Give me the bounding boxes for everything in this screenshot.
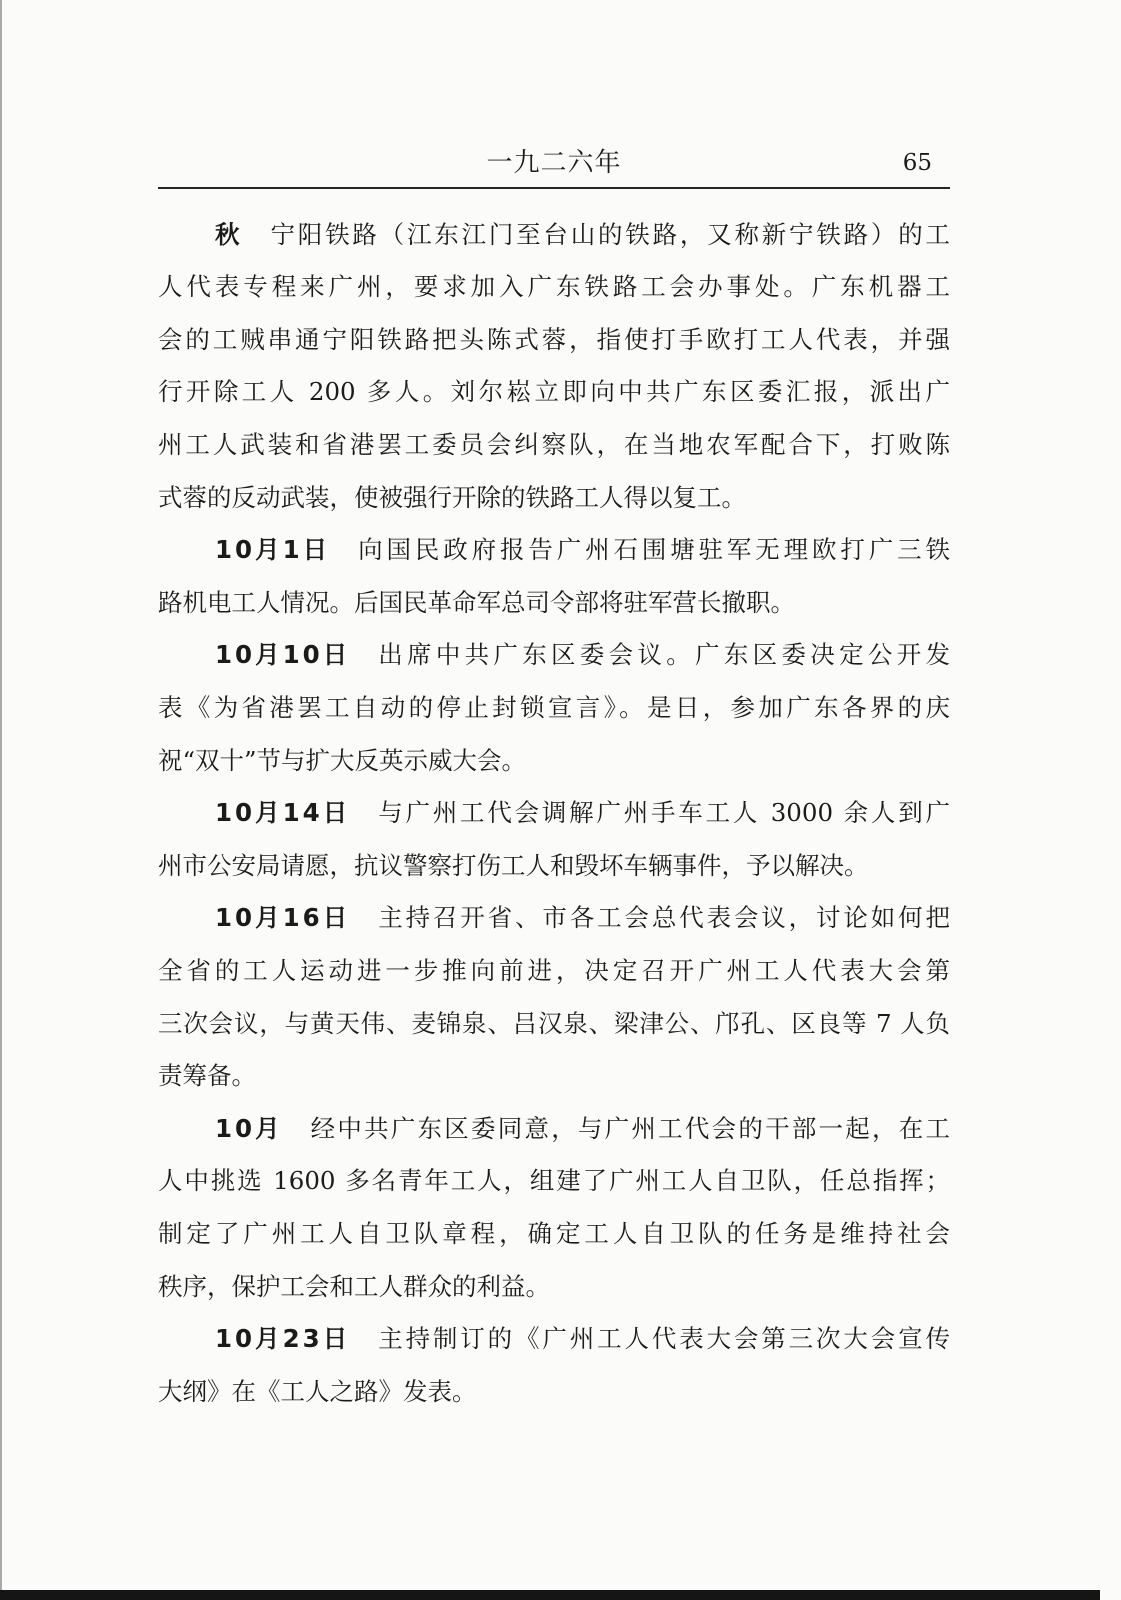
text-line: 大纲》在《工人之路》发表。 xyxy=(158,1376,477,1406)
text-line: 全省的工人运动进一步推向前进，决定召开广州工人代表大会第 xyxy=(158,956,950,985)
chronicle-entry xyxy=(158,892,950,1102)
entry-first-line xyxy=(158,892,950,945)
text-line: 会的工贼串通宁阳铁路把头陈式蓉，指使打手欧打工人代表，并强 xyxy=(158,324,950,354)
text-line: 主持制订的《广州工人代表大会第三次大会宣传 xyxy=(378,1324,950,1354)
entry-first-line xyxy=(158,787,950,840)
text-line: 祝“双十”节与扩大反英示威大会。 xyxy=(158,745,527,775)
entry-date: 10月14日 xyxy=(215,798,351,828)
text-line: 出席中共广东区委会议。广东区委决定公开发 xyxy=(378,640,950,670)
entry-date: 10月10日 xyxy=(215,640,351,670)
entry-first-line xyxy=(158,629,950,682)
text-line: 主持召开省、市各工会总代表会议，讨论如何把 xyxy=(378,903,950,933)
running-head-title: 一九二六年 xyxy=(486,148,622,178)
scan-edge-bottom xyxy=(0,1590,1100,1600)
text-line: 人代表专程来广州，要求加入广东铁路工会办事处。广东机器工 xyxy=(158,272,950,302)
chronicle-entry xyxy=(158,629,950,787)
entry-first-line xyxy=(158,209,950,262)
entry-date: 10月1日 xyxy=(215,535,331,565)
text-line: 州工人武装和省港罢工委员会纠察队，在当地农军配合下，打败陈 xyxy=(158,430,950,460)
text-line: 宁阳铁路（江东江门至台山的铁路，又称新宁铁路）的工 xyxy=(270,219,950,249)
entry-date: 秋 xyxy=(215,219,243,249)
text-line: 州市公安局请愿，抗议警察打伤工人和毁坏车辆事件，予以解决。 xyxy=(158,850,869,880)
running-header xyxy=(158,145,950,181)
entry-date: 10月23日 xyxy=(215,1324,351,1354)
text-line: 制定了广州工人自卫队章程，确定工人自卫队的任务是维持社会 xyxy=(158,1218,950,1248)
text-line: 向国民政府报告广州石围塘驻军无理欧打广三铁 xyxy=(358,535,950,565)
chronicle-entry xyxy=(158,1103,950,1313)
chronicle-entry xyxy=(158,209,950,525)
text-line: 表《为省港罢工自动的停止封锁宣言》。是日，参加广东各界的庆 xyxy=(158,693,950,723)
chronicle-entry xyxy=(158,1313,950,1418)
text-line: 经中共广东区委同意，与广州工代会的干部一起，在工 xyxy=(310,1113,950,1143)
entry-first-line xyxy=(158,1313,950,1366)
text-line: 责筹备。 xyxy=(158,1061,256,1091)
page-number: 65 xyxy=(902,150,932,176)
entry-date: 10月 xyxy=(215,1113,283,1143)
entry-first-line xyxy=(158,524,950,577)
entry-first-line xyxy=(158,1103,950,1156)
text-line: 与广州工代会调解广州手车工人 3000 余人到广 xyxy=(378,798,950,828)
scan-edge-left xyxy=(0,0,2,1600)
text-line: 行开除工人 200 多人。刘尔崧立即向中共广东区委汇报，派出广 xyxy=(158,377,950,407)
text-line: 式蓉的反动武装，使被强行开除的铁路工人得以复工。 xyxy=(158,482,746,512)
entry-date: 10月16日 xyxy=(215,903,351,933)
chronicle-entry xyxy=(158,524,950,629)
text-line: 秩序，保护工会和工人群众的利益。 xyxy=(158,1271,550,1301)
chronicle-body xyxy=(158,209,950,1419)
text-line: 三次会议，与黄天伟、麦锦泉、吕汉泉、梁津公、邝孔、区良等 7 人负 xyxy=(158,1008,950,1038)
chronicle-entry xyxy=(158,787,950,892)
text-line: 路机电工人情况。后国民革命军总司令部将驻军营长撤职。 xyxy=(158,587,795,617)
header-rule xyxy=(158,187,950,189)
text-line: 人中挑选 1600 多名青年工人，组建了广州工人自卫队，任总指挥； xyxy=(158,1166,950,1196)
